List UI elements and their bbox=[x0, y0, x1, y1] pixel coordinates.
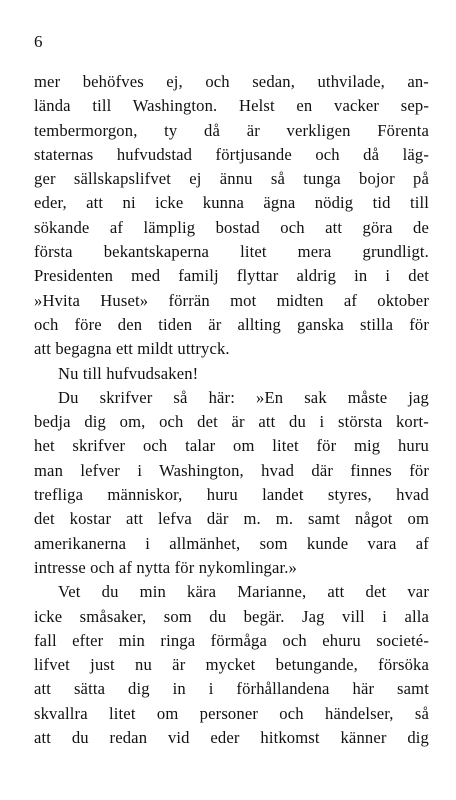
text-line: lifvet just nu är mycket betungande, försöka bbox=[34, 655, 429, 675]
text-line: Presidenten med familj flyttar aldrig in i det bbox=[34, 266, 429, 286]
text-line: fall efter min ringa förmåga och ehuru societé- bbox=[34, 630, 429, 650]
text-line: sökande af lämplig bostad och att göra de bbox=[34, 217, 429, 237]
text-line: att begagna ett mildt uttryck. bbox=[34, 339, 230, 359]
text-line: bedja dig om, och det är att du i största kort- bbox=[34, 412, 429, 432]
text-line: att sätta dig in i förhållandena här samt bbox=[34, 679, 429, 699]
text-line: Du skrifver så här: »En sak måste jag bbox=[58, 387, 429, 407]
text-line: Nu till hufvudsaken! bbox=[58, 363, 199, 383]
text-line: het skrifver och talar om litet för mig huru bbox=[34, 436, 429, 456]
text-line: intresse och af nytta för nykomlingar.» bbox=[34, 557, 297, 577]
text-line: och före den tiden är allting ganska stilla för bbox=[34, 314, 429, 334]
text-line: det kostar att lefva där m. m. samt något om bbox=[34, 509, 429, 529]
text-line: Vet du min kära Marianne, att det var bbox=[58, 582, 429, 602]
text-line: tembermorgon, ty då är verkligen Förenta bbox=[34, 120, 429, 140]
text-line: eder, att ni icke kunna ägna nödig tid till bbox=[34, 193, 429, 213]
text-line: mer behöfves ej, och sedan, uthvilade, an- bbox=[34, 72, 429, 91]
text-line: ger sällskapslifvet ej ännu så tunga bojor på bbox=[34, 169, 429, 189]
text-line: skvallra litet om personer och händelser, så bbox=[34, 703, 429, 723]
text-line: amerikanerna i allmänhet, som kunde vara af bbox=[34, 533, 429, 553]
text-line: trefliga människor, huru landet styres, hvad bbox=[34, 485, 429, 505]
text-line: första bekantskaperna litet mera grundligt. bbox=[34, 242, 429, 262]
text-line: »Hvita Huset» förrän mot midten af oktober bbox=[34, 290, 429, 310]
text-line: man lefver i Washington, hvad där finnes för bbox=[34, 460, 429, 480]
text-line: att du redan vid eder hitkomst känner dig bbox=[34, 728, 429, 748]
body-text bbox=[34, 70, 429, 750]
page-number: 6 bbox=[34, 32, 43, 51]
text-line: icke småsaker, som du begär. Jag vill i alla bbox=[34, 606, 429, 626]
text-line: lända till Washington. Helst en vacker sep- bbox=[34, 96, 429, 116]
text-line: staternas hufvudstad förtjusande och då läg- bbox=[34, 144, 429, 164]
